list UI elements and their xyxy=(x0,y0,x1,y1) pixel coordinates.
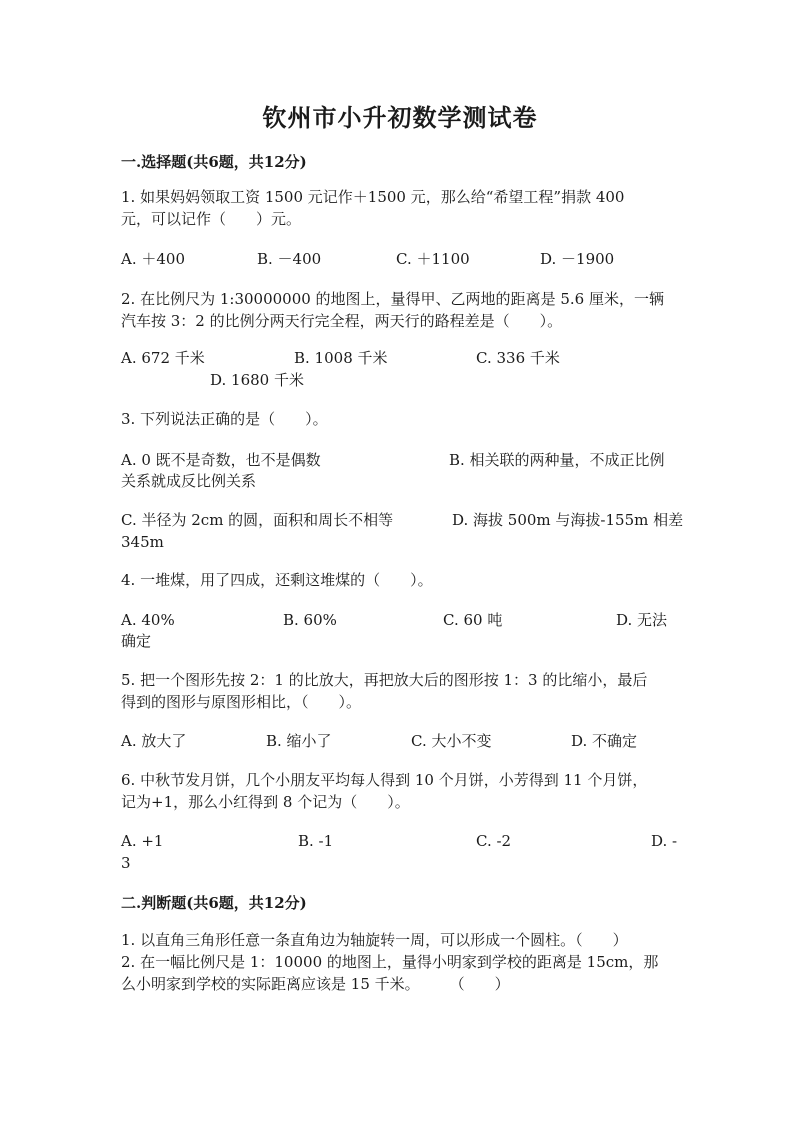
question-1-option-d: D. －1900 xyxy=(540,250,615,268)
section-heading-judgement: 二.判断题(共6题，共12分) xyxy=(121,894,307,912)
question-2-option-c: C. 336 千米 xyxy=(476,349,560,367)
question-6-option-d: D. - xyxy=(651,832,678,850)
question-6-option-c: C. -2 xyxy=(476,832,512,850)
question-4-option-c: C. 60 吨 xyxy=(443,611,503,629)
question-5-option-c: C. 大小不变 xyxy=(411,732,492,750)
question-6-option-b: B. -1 xyxy=(298,832,334,850)
question-3-option-d: D. 海拔 500m 与海拔-155m 相差 xyxy=(452,511,684,529)
question-6-line-1: 6. 中秋节发月饼，几个小朋友平均每人得到 10 个月饼，小芳得到 11 个月饼， xyxy=(121,771,648,789)
question-5-line-1: 5. 把一个图形先按 2：1 的比放大，再把放大后的图形按 1：3 的比缩小，最后 xyxy=(121,671,648,689)
question-4-option-d: D. 无法 xyxy=(616,611,668,629)
question-2-option-b: B. 1008 千米 xyxy=(294,349,388,367)
question-2-line-2: 汽车按 3：2 的比例分两天行完全程，两天行的路程差是（ ）。 xyxy=(121,312,563,330)
question-3-option-c: C. 半径为 2cm 的圆，面积和周长不相等 xyxy=(121,511,394,529)
section-heading-choice: 一.选择题(共6题，共12分) xyxy=(121,153,307,171)
question-5-option-a: A. 放大了 xyxy=(121,732,187,750)
question-4-option-b: B. 60% xyxy=(283,611,337,629)
question-6-option-d-continued: 3 xyxy=(121,854,131,872)
question-2-line-1: 2. 在比例尺为 1:30000000 的地图上，量得甲、乙两地的距离是 5.6 厘米，一辆 xyxy=(121,290,664,308)
question-3-line-1: 3. 下列说法正确的是（ ）。 xyxy=(121,410,328,428)
judgement-2-line-1: 2. 在一幅比例尺是 1：10000 的地图上，量得小明家到学校的距离是 15cm，那 xyxy=(121,953,659,971)
question-2-option-d: D. 1680 千米 xyxy=(210,371,304,389)
question-4-option-a: A. 40% xyxy=(121,611,175,629)
question-3-option-b: B. 相关联的两种量，不成正比例 xyxy=(449,451,665,469)
question-1-option-b: B. －400 xyxy=(257,250,322,268)
question-4-option-d-continued: 确定 xyxy=(121,632,152,650)
question-5-line-2: 得到的图形与原图形相比，（ ）。 xyxy=(121,693,362,711)
question-3-option-d-continued: 345m xyxy=(121,533,164,551)
page-title: 钦州市小升初数学测试卷 xyxy=(262,103,538,132)
question-5-option-d: D. 不确定 xyxy=(571,732,638,750)
judgement-1-line-1: 1. 以直角三角形任意一条直角边为轴旋转一周，可以形成一个圆柱。（ ） xyxy=(121,931,628,949)
question-1-line-1: 1. 如果妈妈领取工资 1500 元记作＋1500 元，那么给“希望工程”捐款 400 xyxy=(121,188,625,206)
question-5-option-b: B. 缩小了 xyxy=(266,732,332,750)
question-4-line-1: 4. 一堆煤，用了四成，还剩这堆煤的（ ）。 xyxy=(121,571,433,589)
question-6-line-2: 记为+1，那么小红得到 8 个记为（ ）。 xyxy=(121,793,410,811)
question-2-option-a: A. 672 千米 xyxy=(121,349,205,367)
question-3-option-b-continued: 关系就成反比例关系 xyxy=(121,472,257,490)
question-3-option-a: A. 0 既不是奇数，也不是偶数 xyxy=(121,451,321,469)
question-1-option-a: A. ＋400 xyxy=(121,250,185,268)
question-1-line-2: 元，可以记作（ ）元。 xyxy=(121,210,302,228)
question-1-option-c: C. ＋1100 xyxy=(396,250,470,268)
judgement-2-line-2: 么小明家到学校的实际距离应该是 15 千米。 （ ） xyxy=(121,975,510,993)
question-6-option-a: A. +1 xyxy=(121,832,164,850)
